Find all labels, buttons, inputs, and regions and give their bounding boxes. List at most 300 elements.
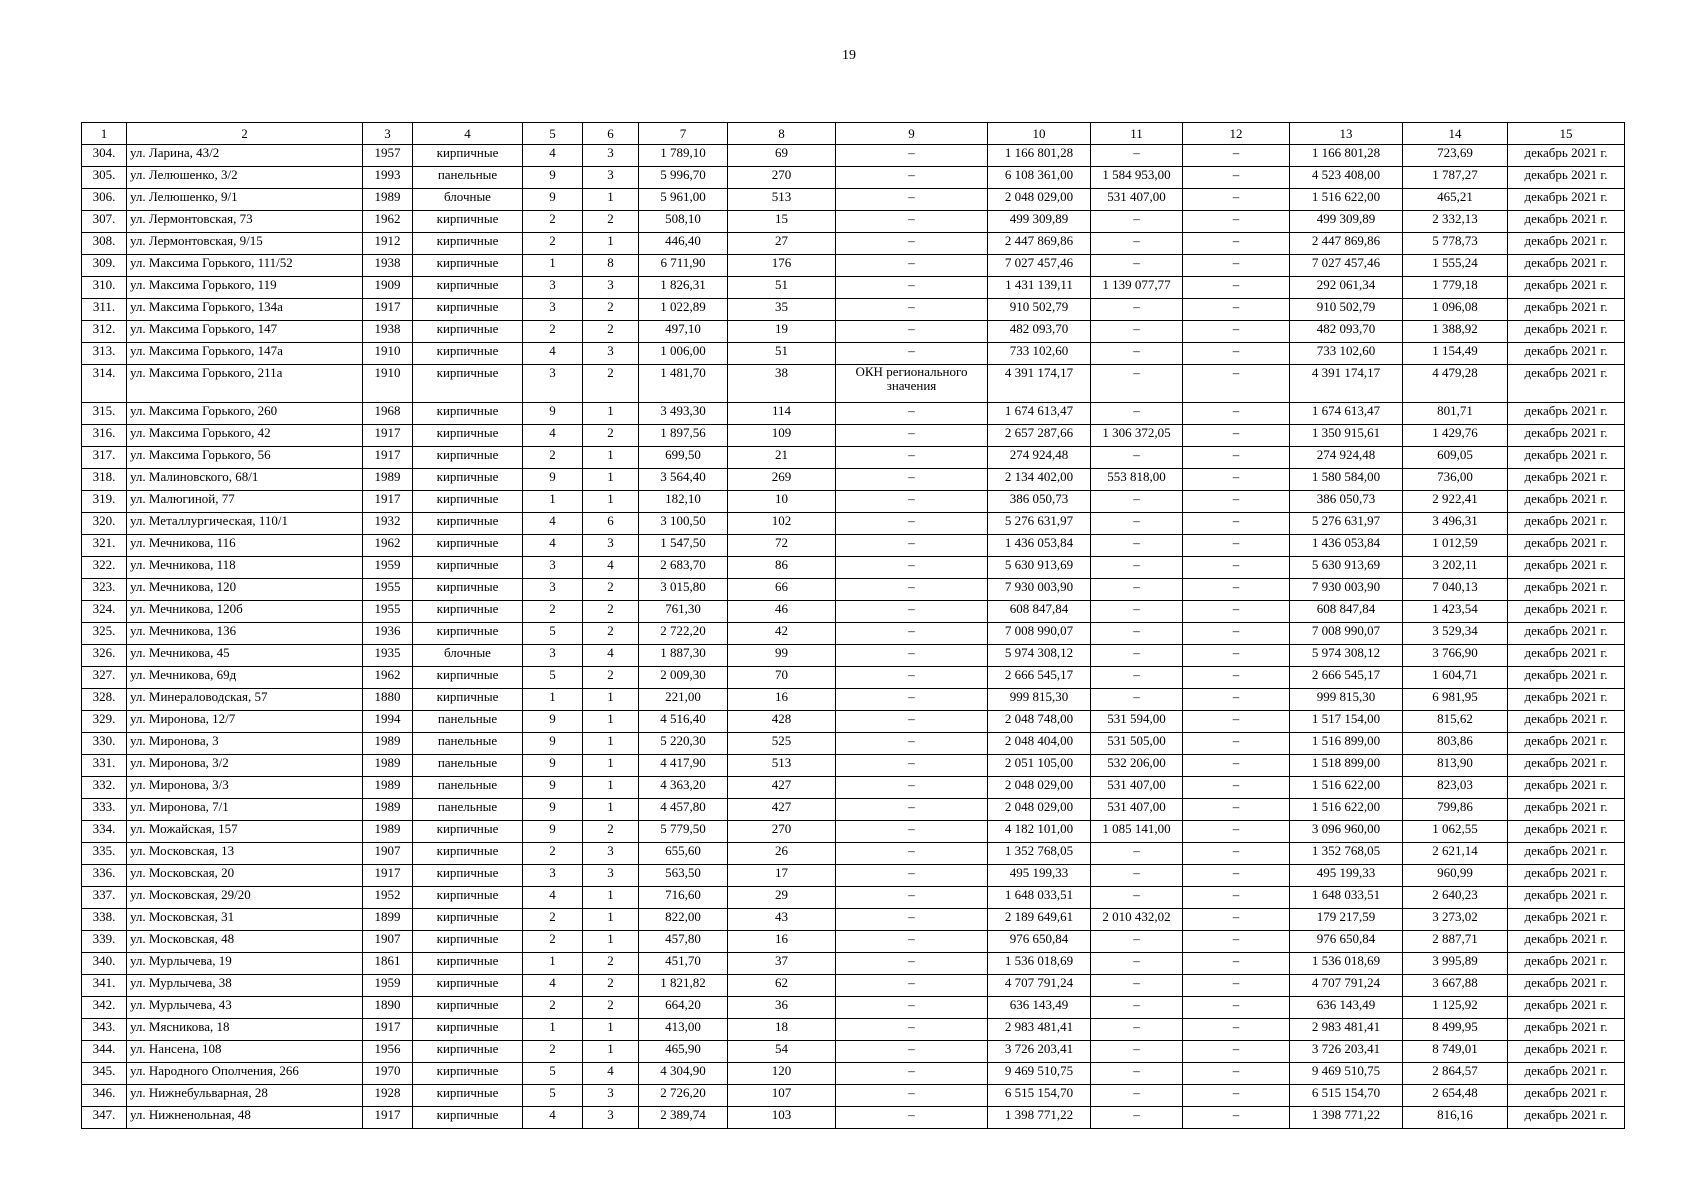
cell-col-15: декабрь 2021 г. — [1508, 755, 1625, 777]
cell-col-1: 335. — [82, 843, 127, 865]
cell-col-3: 1959 — [363, 557, 413, 579]
cell-col-8: 51 — [728, 277, 836, 299]
cell-col-7: 2 009,30 — [639, 667, 728, 689]
cell-col-5: 9 — [523, 799, 583, 821]
table-row — [82, 1063, 1625, 1085]
cell-col-14: 2 654,48 — [1403, 1085, 1508, 1107]
cell-col-3: 1993 — [363, 167, 413, 189]
cell-col-6: 2 — [583, 579, 639, 601]
cell-col-9: – — [836, 623, 988, 645]
cell-col-14: 1 423,54 — [1403, 601, 1508, 623]
cell-col-10: 7 027 457,46 — [988, 255, 1091, 277]
cell-col-2: ул. Миронова, 7/1 — [127, 799, 363, 821]
cell-col-13: 9 469 510,75 — [1290, 1063, 1403, 1085]
cell-col-12: – — [1183, 321, 1290, 343]
cell-col-10: 2 189 649,61 — [988, 909, 1091, 931]
cell-col-15: декабрь 2021 г. — [1508, 233, 1625, 255]
cell-col-9: – — [836, 535, 988, 557]
cell-col-15: декабрь 2021 г. — [1508, 277, 1625, 299]
column-header-8: 8 — [728, 123, 836, 145]
cell-col-8: 51 — [728, 343, 836, 365]
cell-col-6: 1 — [583, 491, 639, 513]
cell-col-4: кирпичные — [413, 667, 523, 689]
table-row — [82, 579, 1625, 601]
cell-col-3: 1861 — [363, 953, 413, 975]
cell-col-7: 655,60 — [639, 843, 728, 865]
cell-col-4: кирпичные — [413, 1107, 523, 1129]
housing-register-table — [81, 122, 1625, 1129]
cell-col-6: 3 — [583, 1107, 639, 1129]
cell-col-11: – — [1091, 321, 1183, 343]
cell-col-10: 5 276 631,97 — [988, 513, 1091, 535]
cell-col-9: – — [836, 953, 988, 975]
cell-col-5: 9 — [523, 711, 583, 733]
cell-col-6: 3 — [583, 145, 639, 167]
cell-col-14: 2 621,14 — [1403, 843, 1508, 865]
cell-col-4: кирпичные — [413, 321, 523, 343]
cell-col-1: 310. — [82, 277, 127, 299]
cell-col-6: 4 — [583, 1063, 639, 1085]
cell-col-9: – — [836, 277, 988, 299]
cell-col-10: 2 048 029,00 — [988, 189, 1091, 211]
cell-col-15: декабрь 2021 г. — [1508, 299, 1625, 321]
cell-col-9: – — [836, 909, 988, 931]
cell-col-11: – — [1091, 1085, 1183, 1107]
cell-col-3: 1989 — [363, 733, 413, 755]
cell-col-6: 2 — [583, 365, 639, 403]
cell-col-9: – — [836, 1041, 988, 1063]
cell-col-14: 8 499,95 — [1403, 1019, 1508, 1041]
cell-col-11: 1 584 953,00 — [1091, 167, 1183, 189]
cell-col-7: 508,10 — [639, 211, 728, 233]
cell-col-13: 1 648 033,51 — [1290, 887, 1403, 909]
cell-col-1: 337. — [82, 887, 127, 909]
cell-col-8: 42 — [728, 623, 836, 645]
cell-col-5: 9 — [523, 777, 583, 799]
cell-col-5: 2 — [523, 321, 583, 343]
cell-col-1: 330. — [82, 733, 127, 755]
cell-col-11: – — [1091, 513, 1183, 535]
cell-col-14: 960,99 — [1403, 865, 1508, 887]
cell-col-6: 1 — [583, 733, 639, 755]
cell-col-8: 37 — [728, 953, 836, 975]
cell-col-10: 2 048 029,00 — [988, 799, 1091, 821]
cell-col-15: декабрь 2021 г. — [1508, 733, 1625, 755]
cell-col-11: 1 139 077,77 — [1091, 277, 1183, 299]
cell-col-3: 1959 — [363, 975, 413, 997]
cell-col-11: – — [1091, 491, 1183, 513]
cell-col-2: ул. Мечникова, 69д — [127, 667, 363, 689]
cell-col-9: – — [836, 777, 988, 799]
cell-col-15: декабрь 2021 г. — [1508, 909, 1625, 931]
cell-col-5: 9 — [523, 403, 583, 425]
cell-col-9: – — [836, 299, 988, 321]
cell-col-9: – — [836, 491, 988, 513]
cell-col-6: 1 — [583, 887, 639, 909]
cell-col-13: 2 666 545,17 — [1290, 667, 1403, 689]
table-row — [82, 299, 1625, 321]
cell-col-4: кирпичные — [413, 233, 523, 255]
cell-col-4: кирпичные — [413, 557, 523, 579]
cell-col-10: 1 536 018,69 — [988, 953, 1091, 975]
cell-col-3: 1912 — [363, 233, 413, 255]
cell-col-8: 176 — [728, 255, 836, 277]
cell-col-7: 822,00 — [639, 909, 728, 931]
cell-col-6: 1 — [583, 799, 639, 821]
cell-col-2: ул. Минераловодская, 57 — [127, 689, 363, 711]
cell-col-10: 4 182 101,00 — [988, 821, 1091, 843]
cell-col-9: – — [836, 997, 988, 1019]
cell-col-2: ул. Московская, 20 — [127, 865, 363, 887]
cell-col-12: – — [1183, 1019, 1290, 1041]
cell-col-2: ул. Максима Горького, 56 — [127, 447, 363, 469]
table-row — [82, 513, 1625, 535]
cell-col-9: – — [836, 1107, 988, 1129]
cell-col-2: ул. Максима Горького, 111/52 — [127, 255, 363, 277]
cell-col-4: кирпичные — [413, 975, 523, 997]
table-row — [82, 623, 1625, 645]
cell-col-10: 2 447 869,86 — [988, 233, 1091, 255]
cell-col-3: 1917 — [363, 425, 413, 447]
cell-col-14: 6 981,95 — [1403, 689, 1508, 711]
cell-col-5: 3 — [523, 365, 583, 403]
cell-col-14: 3 667,88 — [1403, 975, 1508, 997]
table-row — [82, 953, 1625, 975]
cell-col-15: декабрь 2021 г. — [1508, 343, 1625, 365]
cell-col-4: блочные — [413, 189, 523, 211]
cell-col-14: 1 604,71 — [1403, 667, 1508, 689]
cell-col-3: 1936 — [363, 623, 413, 645]
cell-col-7: 716,60 — [639, 887, 728, 909]
cell-col-15: декабрь 2021 г. — [1508, 799, 1625, 821]
cell-col-4: кирпичные — [413, 211, 523, 233]
cell-col-6: 2 — [583, 953, 639, 975]
cell-col-7: 1 897,56 — [639, 425, 728, 447]
cell-col-2: ул. Максима Горького, 134а — [127, 299, 363, 321]
cell-col-8: 35 — [728, 299, 836, 321]
cell-col-15: декабрь 2021 г. — [1508, 557, 1625, 579]
cell-col-10: 976 650,84 — [988, 931, 1091, 953]
cell-col-7: 182,10 — [639, 491, 728, 513]
header-row — [82, 123, 1625, 145]
cell-col-7: 1 481,70 — [639, 365, 728, 403]
cell-col-8: 428 — [728, 711, 836, 733]
table-row — [82, 167, 1625, 189]
cell-col-5: 2 — [523, 931, 583, 953]
table-row — [82, 689, 1625, 711]
cell-col-4: панельные — [413, 733, 523, 755]
cell-col-1: 326. — [82, 645, 127, 667]
cell-col-1: 336. — [82, 865, 127, 887]
cell-col-7: 3 493,30 — [639, 403, 728, 425]
cell-col-5: 1 — [523, 491, 583, 513]
cell-col-7: 1 789,10 — [639, 145, 728, 167]
cell-col-3: 1917 — [363, 1019, 413, 1041]
cell-col-13: 2 983 481,41 — [1290, 1019, 1403, 1041]
cell-col-1: 323. — [82, 579, 127, 601]
cell-col-12: – — [1183, 145, 1290, 167]
cell-col-10: 1 352 768,05 — [988, 843, 1091, 865]
cell-col-1: 306. — [82, 189, 127, 211]
cell-col-3: 1989 — [363, 469, 413, 491]
cell-col-9: – — [836, 343, 988, 365]
cell-col-14: 1 787,27 — [1403, 167, 1508, 189]
cell-col-12: – — [1183, 535, 1290, 557]
cell-col-1: 344. — [82, 1041, 127, 1063]
cell-col-12: – — [1183, 299, 1290, 321]
cell-col-6: 2 — [583, 975, 639, 997]
cell-col-10: 9 469 510,75 — [988, 1063, 1091, 1085]
cell-col-15: декабрь 2021 г. — [1508, 667, 1625, 689]
cell-col-7: 699,50 — [639, 447, 728, 469]
cell-col-5: 9 — [523, 469, 583, 491]
cell-col-15: декабрь 2021 г. — [1508, 711, 1625, 733]
cell-col-10: 2 051 105,00 — [988, 755, 1091, 777]
cell-col-2: ул. Металлургическая, 110/1 — [127, 513, 363, 535]
cell-col-2: ул. Максима Горького, 119 — [127, 277, 363, 299]
page-number: 19 — [842, 48, 856, 63]
cell-col-13: 179 217,59 — [1290, 909, 1403, 931]
cell-col-10: 7 008 990,07 — [988, 623, 1091, 645]
cell-col-1: 309. — [82, 255, 127, 277]
cell-col-3: 1962 — [363, 535, 413, 557]
cell-col-10: 1 398 771,22 — [988, 1107, 1091, 1129]
cell-col-13: 1 516 622,00 — [1290, 799, 1403, 821]
cell-col-5: 1 — [523, 1019, 583, 1041]
cell-col-15: декабрь 2021 г. — [1508, 843, 1625, 865]
cell-col-10: 6 108 361,00 — [988, 167, 1091, 189]
cell-col-13: 499 309,89 — [1290, 211, 1403, 233]
cell-col-12: – — [1183, 865, 1290, 887]
cell-col-3: 1910 — [363, 365, 413, 403]
cell-col-10: 910 502,79 — [988, 299, 1091, 321]
cell-col-3: 1962 — [363, 211, 413, 233]
cell-col-1: 331. — [82, 755, 127, 777]
column-header-10: 10 — [988, 123, 1091, 145]
cell-col-12: – — [1183, 711, 1290, 733]
cell-col-9: – — [836, 1063, 988, 1085]
cell-col-13: 495 199,33 — [1290, 865, 1403, 887]
cell-col-5: 4 — [523, 513, 583, 535]
cell-col-2: ул. Мечникова, 120б — [127, 601, 363, 623]
cell-col-11: – — [1091, 975, 1183, 997]
cell-col-2: ул. Народного Ополчения, 266 — [127, 1063, 363, 1085]
cell-col-15: декабрь 2021 г. — [1508, 997, 1625, 1019]
cell-col-13: 733 102,60 — [1290, 343, 1403, 365]
cell-col-2: ул. Лелюшенко, 9/1 — [127, 189, 363, 211]
cell-col-15: декабрь 2021 г. — [1508, 1085, 1625, 1107]
cell-col-11: – — [1091, 931, 1183, 953]
table-row — [82, 931, 1625, 953]
cell-col-11: 532 206,00 — [1091, 755, 1183, 777]
cell-col-2: ул. Лермонтовская, 9/15 — [127, 233, 363, 255]
cell-col-6: 2 — [583, 425, 639, 447]
cell-col-14: 465,21 — [1403, 189, 1508, 211]
table-row — [82, 733, 1625, 755]
cell-col-15: декабрь 2021 г. — [1508, 255, 1625, 277]
cell-col-10: 1 436 053,84 — [988, 535, 1091, 557]
cell-col-14: 823,03 — [1403, 777, 1508, 799]
cell-col-2: ул. Миронова, 12/7 — [127, 711, 363, 733]
cell-col-1: 313. — [82, 343, 127, 365]
cell-col-12: – — [1183, 403, 1290, 425]
cell-col-11: – — [1091, 1063, 1183, 1085]
cell-col-12: – — [1183, 1085, 1290, 1107]
cell-col-3: 1989 — [363, 755, 413, 777]
cell-col-5: 3 — [523, 557, 583, 579]
column-header-15: 15 — [1508, 123, 1625, 145]
cell-col-1: 311. — [82, 299, 127, 321]
cell-col-5: 9 — [523, 167, 583, 189]
cell-col-2: ул. Мурлычева, 19 — [127, 953, 363, 975]
cell-col-10: 5 630 913,69 — [988, 557, 1091, 579]
table-row — [82, 799, 1625, 821]
cell-col-3: 1932 — [363, 513, 413, 535]
cell-col-10: 499 309,89 — [988, 211, 1091, 233]
column-header-1: 1 — [82, 123, 127, 145]
cell-col-13: 1 352 768,05 — [1290, 843, 1403, 865]
cell-col-11: – — [1091, 1107, 1183, 1129]
cell-col-14: 816,16 — [1403, 1107, 1508, 1129]
cell-col-13: 1 516 899,00 — [1290, 733, 1403, 755]
cell-col-9: – — [836, 755, 988, 777]
cell-col-4: кирпичные — [413, 343, 523, 365]
column-header-6: 6 — [583, 123, 639, 145]
cell-col-5: 4 — [523, 1107, 583, 1129]
cell-col-12: – — [1183, 887, 1290, 909]
cell-col-3: 1890 — [363, 997, 413, 1019]
cell-col-10: 2 134 402,00 — [988, 469, 1091, 491]
cell-col-3: 1917 — [363, 865, 413, 887]
cell-col-10: 1 166 801,28 — [988, 145, 1091, 167]
cell-col-6: 1 — [583, 931, 639, 953]
table-row — [82, 189, 1625, 211]
cell-col-7: 2 389,74 — [639, 1107, 728, 1129]
cell-col-5: 4 — [523, 343, 583, 365]
cell-col-7: 1 022,89 — [639, 299, 728, 321]
cell-col-14: 1 779,18 — [1403, 277, 1508, 299]
cell-col-8: 43 — [728, 909, 836, 931]
cell-col-13: 976 650,84 — [1290, 931, 1403, 953]
table-row — [82, 755, 1625, 777]
cell-col-1: 343. — [82, 1019, 127, 1041]
cell-col-2: ул. Миронова, 3/2 — [127, 755, 363, 777]
cell-col-13: 5 276 631,97 — [1290, 513, 1403, 535]
cell-col-14: 3 202,11 — [1403, 557, 1508, 579]
cell-col-1: 340. — [82, 953, 127, 975]
cell-col-8: 46 — [728, 601, 836, 623]
cell-col-1: 305. — [82, 167, 127, 189]
cell-col-10: 2 048 404,00 — [988, 733, 1091, 755]
cell-col-15: декабрь 2021 г. — [1508, 623, 1625, 645]
cell-col-11: – — [1091, 343, 1183, 365]
cell-col-10: 2 666 545,17 — [988, 667, 1091, 689]
cell-col-11: 531 594,00 — [1091, 711, 1183, 733]
cell-col-8: 38 — [728, 365, 836, 403]
cell-col-1: 321. — [82, 535, 127, 557]
cell-col-3: 1909 — [363, 277, 413, 299]
cell-col-6: 4 — [583, 557, 639, 579]
cell-col-9: – — [836, 975, 988, 997]
cell-col-6: 3 — [583, 167, 639, 189]
cell-col-6: 3 — [583, 1085, 639, 1107]
cell-col-11: 531 407,00 — [1091, 799, 1183, 821]
cell-col-4: кирпичные — [413, 887, 523, 909]
cell-col-9: ОКН регионального значения — [836, 365, 988, 403]
cell-col-14: 813,90 — [1403, 755, 1508, 777]
cell-col-7: 457,80 — [639, 931, 728, 953]
cell-col-14: 1 429,76 — [1403, 425, 1508, 447]
cell-col-6: 3 — [583, 535, 639, 557]
cell-col-8: 69 — [728, 145, 836, 167]
cell-col-4: кирпичные — [413, 689, 523, 711]
cell-col-4: кирпичные — [413, 1041, 523, 1063]
cell-col-2: ул. Миронова, 3 — [127, 733, 363, 755]
cell-col-11: – — [1091, 601, 1183, 623]
cell-col-3: 1989 — [363, 821, 413, 843]
cell-col-7: 465,90 — [639, 1041, 728, 1063]
cell-col-7: 2 726,20 — [639, 1085, 728, 1107]
cell-col-8: 513 — [728, 755, 836, 777]
cell-col-6: 3 — [583, 277, 639, 299]
cell-col-5: 1 — [523, 255, 583, 277]
cell-col-14: 1 555,24 — [1403, 255, 1508, 277]
cell-col-12: – — [1183, 557, 1290, 579]
cell-col-13: 4 523 408,00 — [1290, 167, 1403, 189]
cell-col-13: 1 516 622,00 — [1290, 189, 1403, 211]
cell-col-4: кирпичные — [413, 601, 523, 623]
cell-col-12: – — [1183, 579, 1290, 601]
cell-col-11: – — [1091, 689, 1183, 711]
cell-col-12: – — [1183, 953, 1290, 975]
cell-col-5: 2 — [523, 1041, 583, 1063]
cell-col-6: 1 — [583, 909, 639, 931]
table-row — [82, 601, 1625, 623]
cell-col-14: 3 496,31 — [1403, 513, 1508, 535]
cell-col-1: 347. — [82, 1107, 127, 1129]
cell-col-14: 2 864,57 — [1403, 1063, 1508, 1085]
cell-col-14: 2 887,71 — [1403, 931, 1508, 953]
cell-col-9: – — [836, 1085, 988, 1107]
cell-col-11: – — [1091, 557, 1183, 579]
cell-col-11: – — [1091, 403, 1183, 425]
cell-col-9: – — [836, 145, 988, 167]
table-row — [82, 821, 1625, 843]
table-row — [82, 887, 1625, 909]
cell-col-5: 9 — [523, 189, 583, 211]
cell-col-6: 1 — [583, 403, 639, 425]
cell-col-6: 2 — [583, 997, 639, 1019]
cell-col-8: 107 — [728, 1085, 836, 1107]
cell-col-5: 9 — [523, 733, 583, 755]
cell-col-1: 341. — [82, 975, 127, 997]
cell-col-2: ул. Нансена, 108 — [127, 1041, 363, 1063]
cell-col-14: 5 778,73 — [1403, 233, 1508, 255]
cell-col-15: декабрь 2021 г. — [1508, 953, 1625, 975]
cell-col-15: декабрь 2021 г. — [1508, 189, 1625, 211]
cell-col-2: ул. Максима Горького, 260 — [127, 403, 363, 425]
cell-col-5: 9 — [523, 821, 583, 843]
cell-col-4: панельные — [413, 755, 523, 777]
cell-col-9: – — [836, 689, 988, 711]
cell-col-10: 3 726 203,41 — [988, 1041, 1091, 1063]
cell-col-4: кирпичные — [413, 931, 523, 953]
cell-col-12: – — [1183, 1041, 1290, 1063]
cell-col-15: декабрь 2021 г. — [1508, 535, 1625, 557]
cell-col-6: 1 — [583, 1041, 639, 1063]
cell-col-14: 8 749,01 — [1403, 1041, 1508, 1063]
cell-col-8: 70 — [728, 667, 836, 689]
